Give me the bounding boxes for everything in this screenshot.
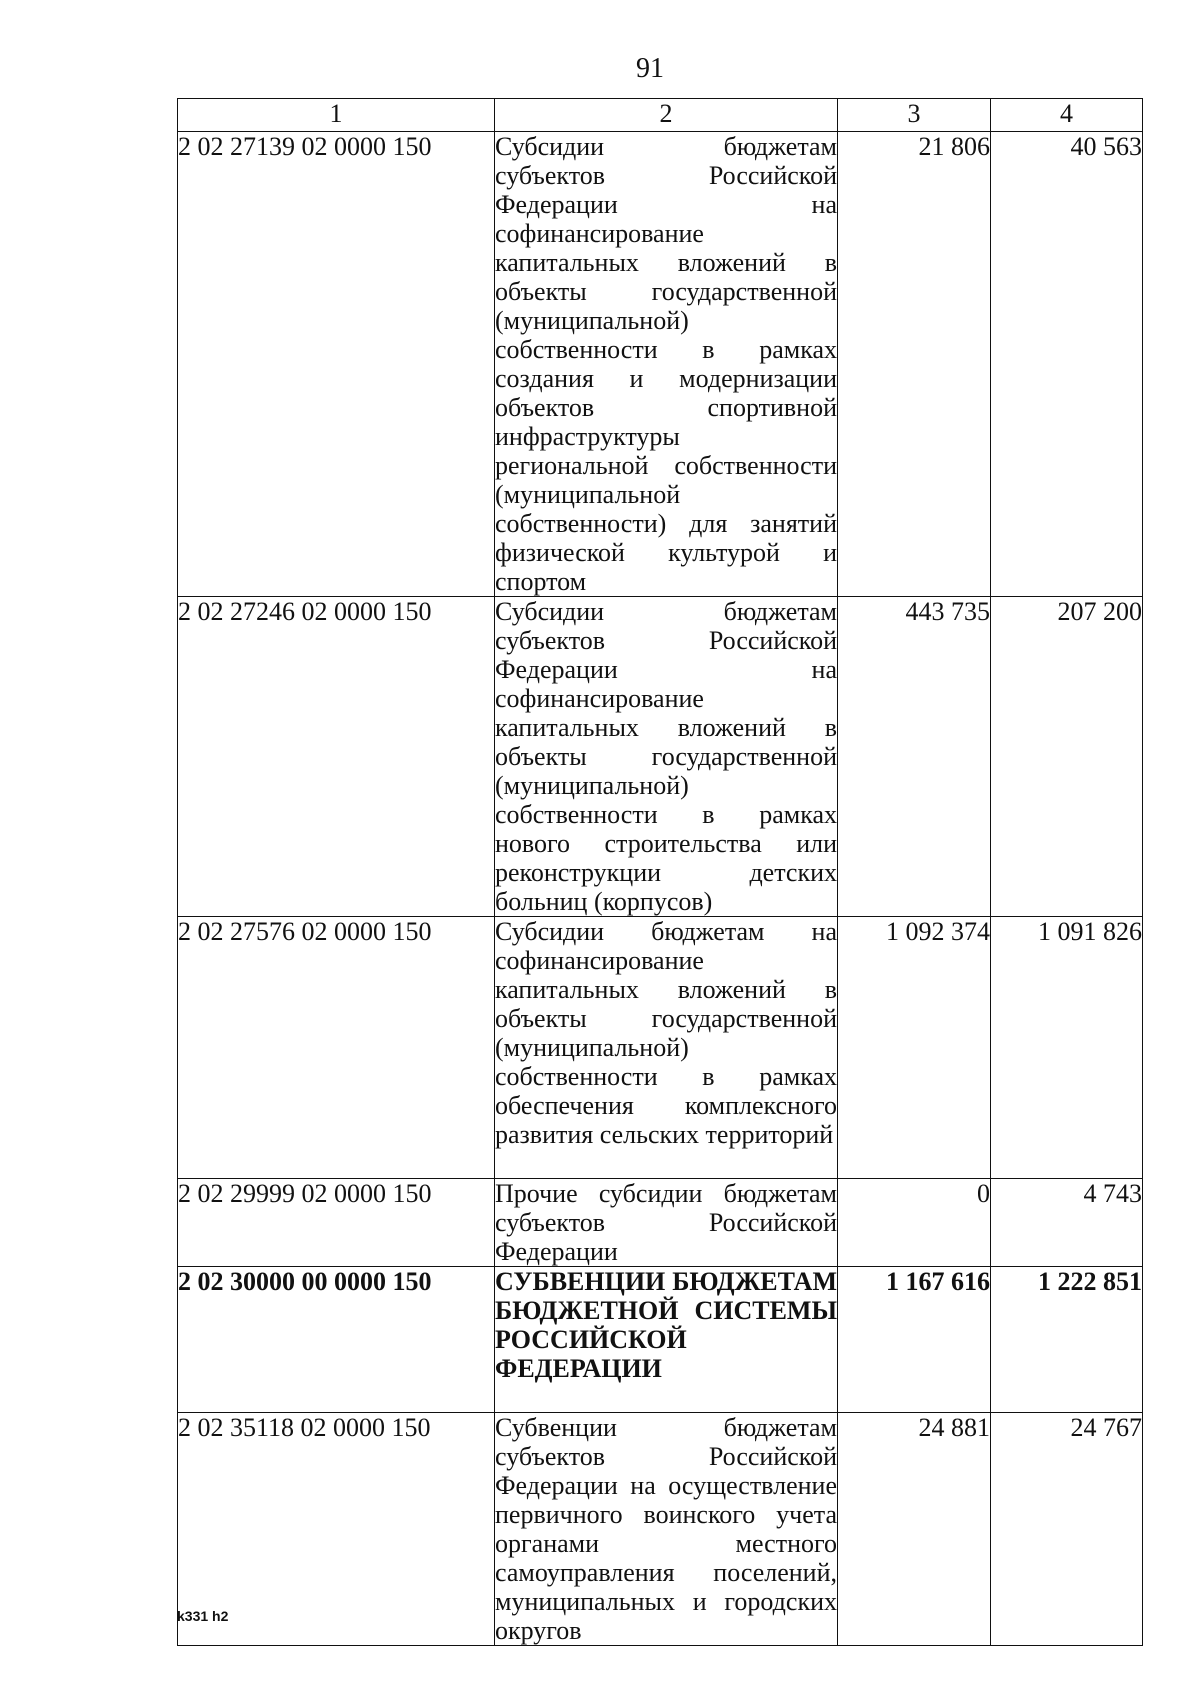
amount-col4-cell: 4 743	[991, 1179, 1143, 1267]
column-header-3: 3	[838, 99, 991, 132]
amount-col4-cell: 24 767	[991, 1413, 1143, 1646]
amount-col3-cell: 24 881	[838, 1413, 991, 1646]
table-row-section-total	[178, 1267, 1143, 1413]
amount-col3-cell: 1 092 374	[838, 917, 991, 1179]
table-row	[178, 597, 1143, 917]
amount-col4-cell: 1 222 851	[991, 1267, 1143, 1413]
table-row	[178, 132, 1143, 597]
amount-col4-cell: 207 200	[991, 597, 1143, 917]
table-row	[178, 1413, 1143, 1646]
budget-table	[177, 98, 1143, 1646]
page-number: 91	[636, 53, 664, 84]
amount-col3-cell: 443 735	[838, 597, 991, 917]
description-cell: СУБВЕНЦИИ БЮДЖЕТАМ БЮДЖЕТНОЙ СИСТЕМЫ РОССИЙСКОЙ ФЕДЕРАЦИИ	[495, 1267, 838, 1413]
description-cell: Субсидии бюджетам субъектов Российской Федерации на софинансирование капитальных вложений в объекты государственной (муниципальной) собственности в рамках создания и модернизации объектов спортивной инфраструктуры региональной собственности (муниципальной собственности) для занятий физической культурой и спортом	[495, 132, 837, 596]
description-cell: Субсидии бюджетам на софинансирование капитальных вложений в объекты государственной (муниципальной) собственности в рамках обеспечения комплексного развития сельских территорий	[495, 917, 838, 1179]
budget-code-cell: 2 02 29999 02 0000 150	[178, 1179, 495, 1267]
description-cell: Субвенции бюджетам субъектов Российской Федерации на осуществление первичного воинского учета органами местного самоуправления поселений, муниципальных и городских округов	[495, 1413, 837, 1645]
document-footer-code: k331 h2	[177, 1608, 229, 1624]
amount-col4-cell: 1 091 826	[991, 917, 1143, 1179]
budget-code-cell: 2 02 27246 02 0000 150	[178, 597, 495, 917]
budget-code-cell: 2 02 27576 02 0000 150	[178, 917, 495, 1179]
amount-col3-cell: 0	[838, 1179, 991, 1267]
table-row	[178, 1179, 1143, 1267]
description-cell: Субсидии бюджетам субъектов Российской Федерации на софинансирование капитальных вложений в объекты государственной (муниципальной) собственности в рамках нового строительства или реконструкции детских больниц (корпусов)	[495, 597, 837, 916]
column-header-4: 4	[991, 99, 1143, 132]
amount-col3-cell: 21 806	[838, 132, 991, 597]
budget-code-cell: 2 02 27139 02 0000 150	[178, 132, 495, 597]
amount-col4-cell: 40 563	[991, 132, 1143, 597]
description-cell: Прочие субсидии бюджетам субъектов Российской Федерации	[495, 1179, 837, 1266]
column-header-2: 2	[495, 99, 838, 132]
column-header-1: 1	[178, 99, 495, 132]
budget-code-cell: 2 02 30000 00 0000 150	[178, 1267, 495, 1413]
amount-col3-cell: 1 167 616	[838, 1267, 991, 1413]
table-header-row	[178, 99, 1143, 132]
budget-code-cell: 2 02 35118 02 0000 150	[178, 1413, 495, 1646]
table-row	[178, 917, 1143, 1179]
